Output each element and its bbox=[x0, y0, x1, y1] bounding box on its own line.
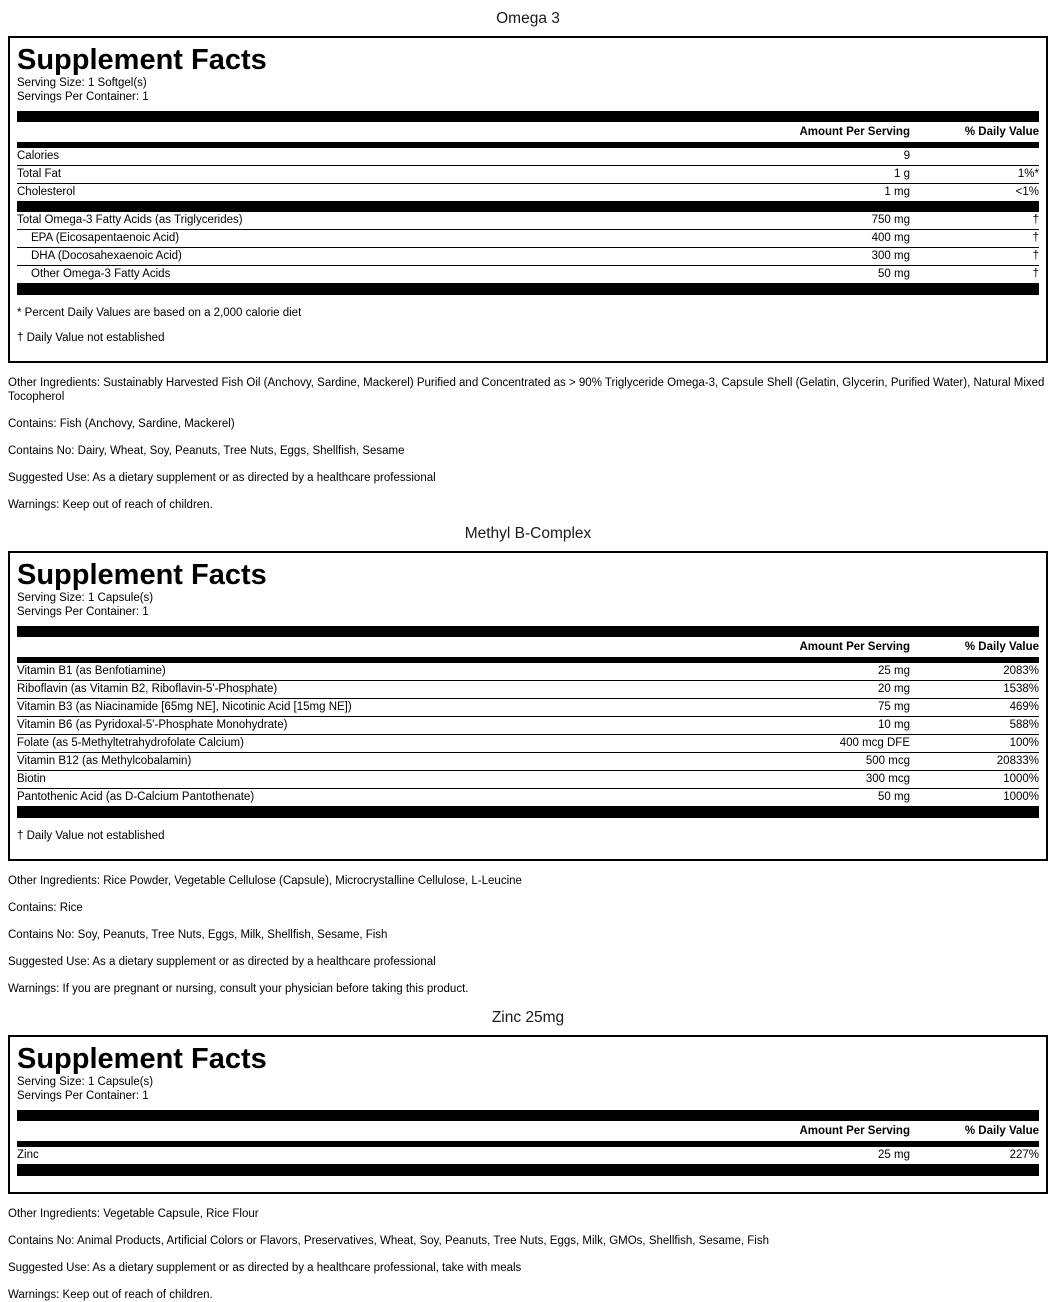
nutrient-name: Cholesterol bbox=[17, 186, 76, 198]
contains-no-text: Contains No: Animal Products, Artificial Colors or Flavors, Preservatives, Wheat, Soy, Peanuts, Tree Nuts, Eggs, Milk, GMOs, Shellfish, Sesame, Fish bbox=[8, 1235, 769, 1247]
suggested-use-text: Suggested Use: As a dietary supplement or as directed by a healthcare professional bbox=[8, 472, 436, 484]
nutrient-amount: 20 mg bbox=[878, 683, 910, 695]
nutrient-amount: 300 mg bbox=[871, 250, 910, 262]
nutrient-row bbox=[17, 248, 1039, 266]
nutrient-amount: 50 mg bbox=[878, 268, 910, 280]
nutrient-amount: 10 mg bbox=[878, 719, 910, 731]
other-ingredients-text: Other Ingredients: Sustainably Harvested Fish Oil (Anchovy, Sardine, Mackerel) Purified and Concentrated as > 90% Triglyceride Omega-3, Capsule Shell (Gelatin, Glycerin, Purified Water), Natural Mixed Tocopherol bbox=[8, 377, 1045, 403]
nutrient-daily-value: <1% bbox=[1015, 186, 1039, 198]
product-title-methyl-b-complex: Methyl B-Complex bbox=[464, 525, 592, 542]
servings-per-container: Servings Per Container: 1 bbox=[17, 606, 149, 618]
nutrient-name: Biotin bbox=[17, 773, 46, 785]
nutrient-row bbox=[17, 753, 1039, 771]
servings-per-container: Servings Per Container: 1 bbox=[17, 91, 149, 103]
table-header-row bbox=[17, 637, 1039, 657]
nutrient-amount: 9 bbox=[903, 150, 910, 162]
nutrient-daily-value bbox=[910, 150, 1039, 163]
nutrient-daily-value: † bbox=[1032, 250, 1039, 262]
table-header-row bbox=[17, 1121, 1039, 1141]
contains-text: Contains: Rice bbox=[8, 902, 83, 914]
serving-size: Serving Size: 1 Capsule(s) bbox=[17, 1076, 154, 1088]
supplement-facts-box-zinc bbox=[8, 1035, 1048, 1194]
divider-thick bbox=[17, 1110, 1039, 1121]
serving-size: Serving Size: 1 Softgel(s) bbox=[17, 77, 147, 89]
other-ingredients-text: Other Ingredients: Rice Powder, Vegetable Cellulose (Capsule), Microcrystalline Cellulose, L-Leucine bbox=[8, 875, 522, 887]
nutrient-amount: 25 mg bbox=[878, 1149, 910, 1161]
nutrient-amount: 75 mg bbox=[878, 701, 910, 713]
nutrient-daily-value: 1000% bbox=[1003, 773, 1039, 785]
product-title-omega-3: Omega 3 bbox=[496, 10, 560, 27]
divider-thick bbox=[17, 284, 1039, 295]
suggested-use-text: Suggested Use: As a dietary supplement or as directed by a healthcare professional, take with meals bbox=[8, 1262, 522, 1274]
nutrient-name: Riboflavin (as Vitamin B2, Riboflavin-5'-Phosphate) bbox=[17, 683, 278, 695]
nutrient-row bbox=[17, 663, 1039, 681]
nutrient-row bbox=[17, 266, 1039, 284]
contains-no-text: Contains No: Soy, Peanuts, Tree Nuts, Eggs, Milk, Shellfish, Sesame, Fish bbox=[8, 929, 388, 941]
nutrient-name: Total Fat bbox=[17, 168, 62, 180]
nutrient-row bbox=[17, 699, 1039, 717]
serving-size: Serving Size: 1 Capsule(s) bbox=[17, 592, 154, 604]
nutrient-amount: 400 mg bbox=[871, 232, 910, 244]
nutrient-daily-value: 588% bbox=[1009, 719, 1039, 731]
nutrient-row bbox=[17, 771, 1039, 789]
nutrient-name: EPA (Eicosapentaenoic Acid) bbox=[31, 232, 180, 244]
nutrient-name: Vitamin B6 (as Pyridoxal-5'-Phosphate Monohydrate) bbox=[17, 719, 288, 731]
divider-thick bbox=[17, 111, 1039, 122]
nutrient-name: Vitamin B1 (as Benfotiamine) bbox=[17, 665, 166, 677]
nutrient-daily-value: 1000% bbox=[1003, 791, 1039, 803]
nutrient-name: Vitamin B3 (as Niacinamide [65mg NE], Nicotinic Acid [15mg NE]) bbox=[17, 701, 352, 713]
servings-per-container: Servings Per Container: 1 bbox=[17, 1090, 149, 1102]
section-zinc bbox=[0, 1008, 1056, 1302]
section-omega-3 bbox=[0, 9, 1056, 512]
nutrient-row bbox=[17, 184, 1039, 202]
nutrient-name: Zinc bbox=[17, 1149, 39, 1161]
footnote-dagger: † Daily Value not established bbox=[17, 830, 165, 842]
daily-value-header: % Daily Value bbox=[964, 1125, 1039, 1137]
nutrient-amount: 400 mcg DFE bbox=[839, 737, 910, 749]
other-ingredients-text: Other Ingredients: Vegetable Capsule, Rice Flour bbox=[8, 1208, 259, 1220]
contains-no-text: Contains No: Dairy, Wheat, Soy, Peanuts, Tree Nuts, Eggs, Shellfish, Sesame bbox=[8, 445, 405, 457]
divider-thick bbox=[17, 807, 1039, 818]
amount-per-serving-header: Amount Per Serving bbox=[799, 126, 910, 138]
nutrient-row bbox=[17, 148, 1039, 166]
nutrient-row bbox=[17, 789, 1039, 807]
contains-text: Contains: Fish (Anchovy, Sardine, Mackerel) bbox=[8, 418, 235, 430]
facts-heading: Supplement Facts bbox=[17, 559, 267, 591]
divider-thick bbox=[17, 626, 1039, 637]
nutrient-row bbox=[17, 230, 1039, 248]
footnote-dagger: † Daily Value not established bbox=[17, 332, 165, 344]
warnings-text: Warnings: Keep out of reach of children. bbox=[8, 499, 213, 511]
nutrient-row bbox=[17, 212, 1039, 230]
amount-per-serving-header: Amount Per Serving bbox=[799, 1125, 910, 1137]
nutrient-name: Vitamin B12 (as Methylcobalamin) bbox=[17, 755, 192, 767]
nutrient-amount: 300 mcg bbox=[865, 773, 910, 785]
section-methyl-b-complex bbox=[0, 524, 1056, 996]
nutrient-name: Pantothenic Acid (as D-Calcium Pantothenate) bbox=[17, 791, 255, 803]
nutrient-amount: 500 mcg bbox=[865, 755, 910, 767]
supplement-facts-box-methyl-b-complex bbox=[8, 551, 1048, 861]
nutrient-daily-value: † bbox=[1032, 268, 1039, 280]
nutrient-name: Other Omega-3 Fatty Acids bbox=[31, 268, 171, 280]
nutrient-daily-value: † bbox=[1032, 214, 1039, 226]
daily-value-header: % Daily Value bbox=[964, 641, 1039, 653]
nutrient-daily-value: 2083% bbox=[1003, 665, 1039, 677]
table-header-row bbox=[17, 122, 1039, 142]
supplement-facts-box-omega-3 bbox=[8, 36, 1048, 363]
nutrient-name: Calories bbox=[17, 150, 60, 162]
nutrient-amount: 50 mg bbox=[878, 791, 910, 803]
warnings-text: Warnings: If you are pregnant or nursing, consult your physician before taking this product. bbox=[8, 983, 469, 995]
nutrient-daily-value: 100% bbox=[1009, 737, 1039, 749]
amount-per-serving-header: Amount Per Serving bbox=[799, 641, 910, 653]
daily-value-header: % Daily Value bbox=[964, 126, 1039, 138]
nutrient-amount: 1 g bbox=[894, 168, 910, 180]
divider-thick bbox=[17, 1165, 1039, 1176]
nutrient-row bbox=[17, 166, 1039, 184]
facts-heading: Supplement Facts bbox=[17, 44, 267, 76]
nutrient-row bbox=[17, 681, 1039, 699]
suggested-use-text: Suggested Use: As a dietary supplement or as directed by a healthcare professional bbox=[8, 956, 436, 968]
nutrient-daily-value: 1538% bbox=[1003, 683, 1039, 695]
facts-heading: Supplement Facts bbox=[17, 1043, 267, 1075]
nutrient-daily-value: 1%* bbox=[1017, 168, 1039, 180]
nutrient-daily-value: † bbox=[1032, 232, 1039, 244]
nutrient-row bbox=[17, 717, 1039, 735]
nutrient-name: Total Omega-3 Fatty Acids (as Triglycerides) bbox=[17, 214, 243, 226]
divider-group bbox=[17, 202, 1039, 212]
nutrient-daily-value: 20833% bbox=[996, 755, 1039, 767]
nutrient-amount: 1 mg bbox=[884, 186, 910, 198]
nutrient-amount: 750 mg bbox=[871, 214, 910, 226]
nutrient-name: DHA (Docosahexaenoic Acid) bbox=[31, 250, 182, 262]
footnote-percent-dv: * Percent Daily Values are based on a 2,000 calorie diet bbox=[17, 307, 302, 319]
nutrient-name: Folate (as 5-Methyltetrahydrofolate Calcium) bbox=[17, 737, 244, 749]
product-title-zinc: Zinc 25mg bbox=[491, 1009, 565, 1026]
nutrient-amount: 25 mg bbox=[878, 665, 910, 677]
nutrient-daily-value: 227% bbox=[1009, 1149, 1039, 1161]
nutrient-row bbox=[17, 1147, 1039, 1165]
nutrient-daily-value: 469% bbox=[1009, 701, 1039, 713]
nutrient-row bbox=[17, 735, 1039, 753]
warnings-text: Warnings: Keep out of reach of children. bbox=[8, 1289, 213, 1301]
